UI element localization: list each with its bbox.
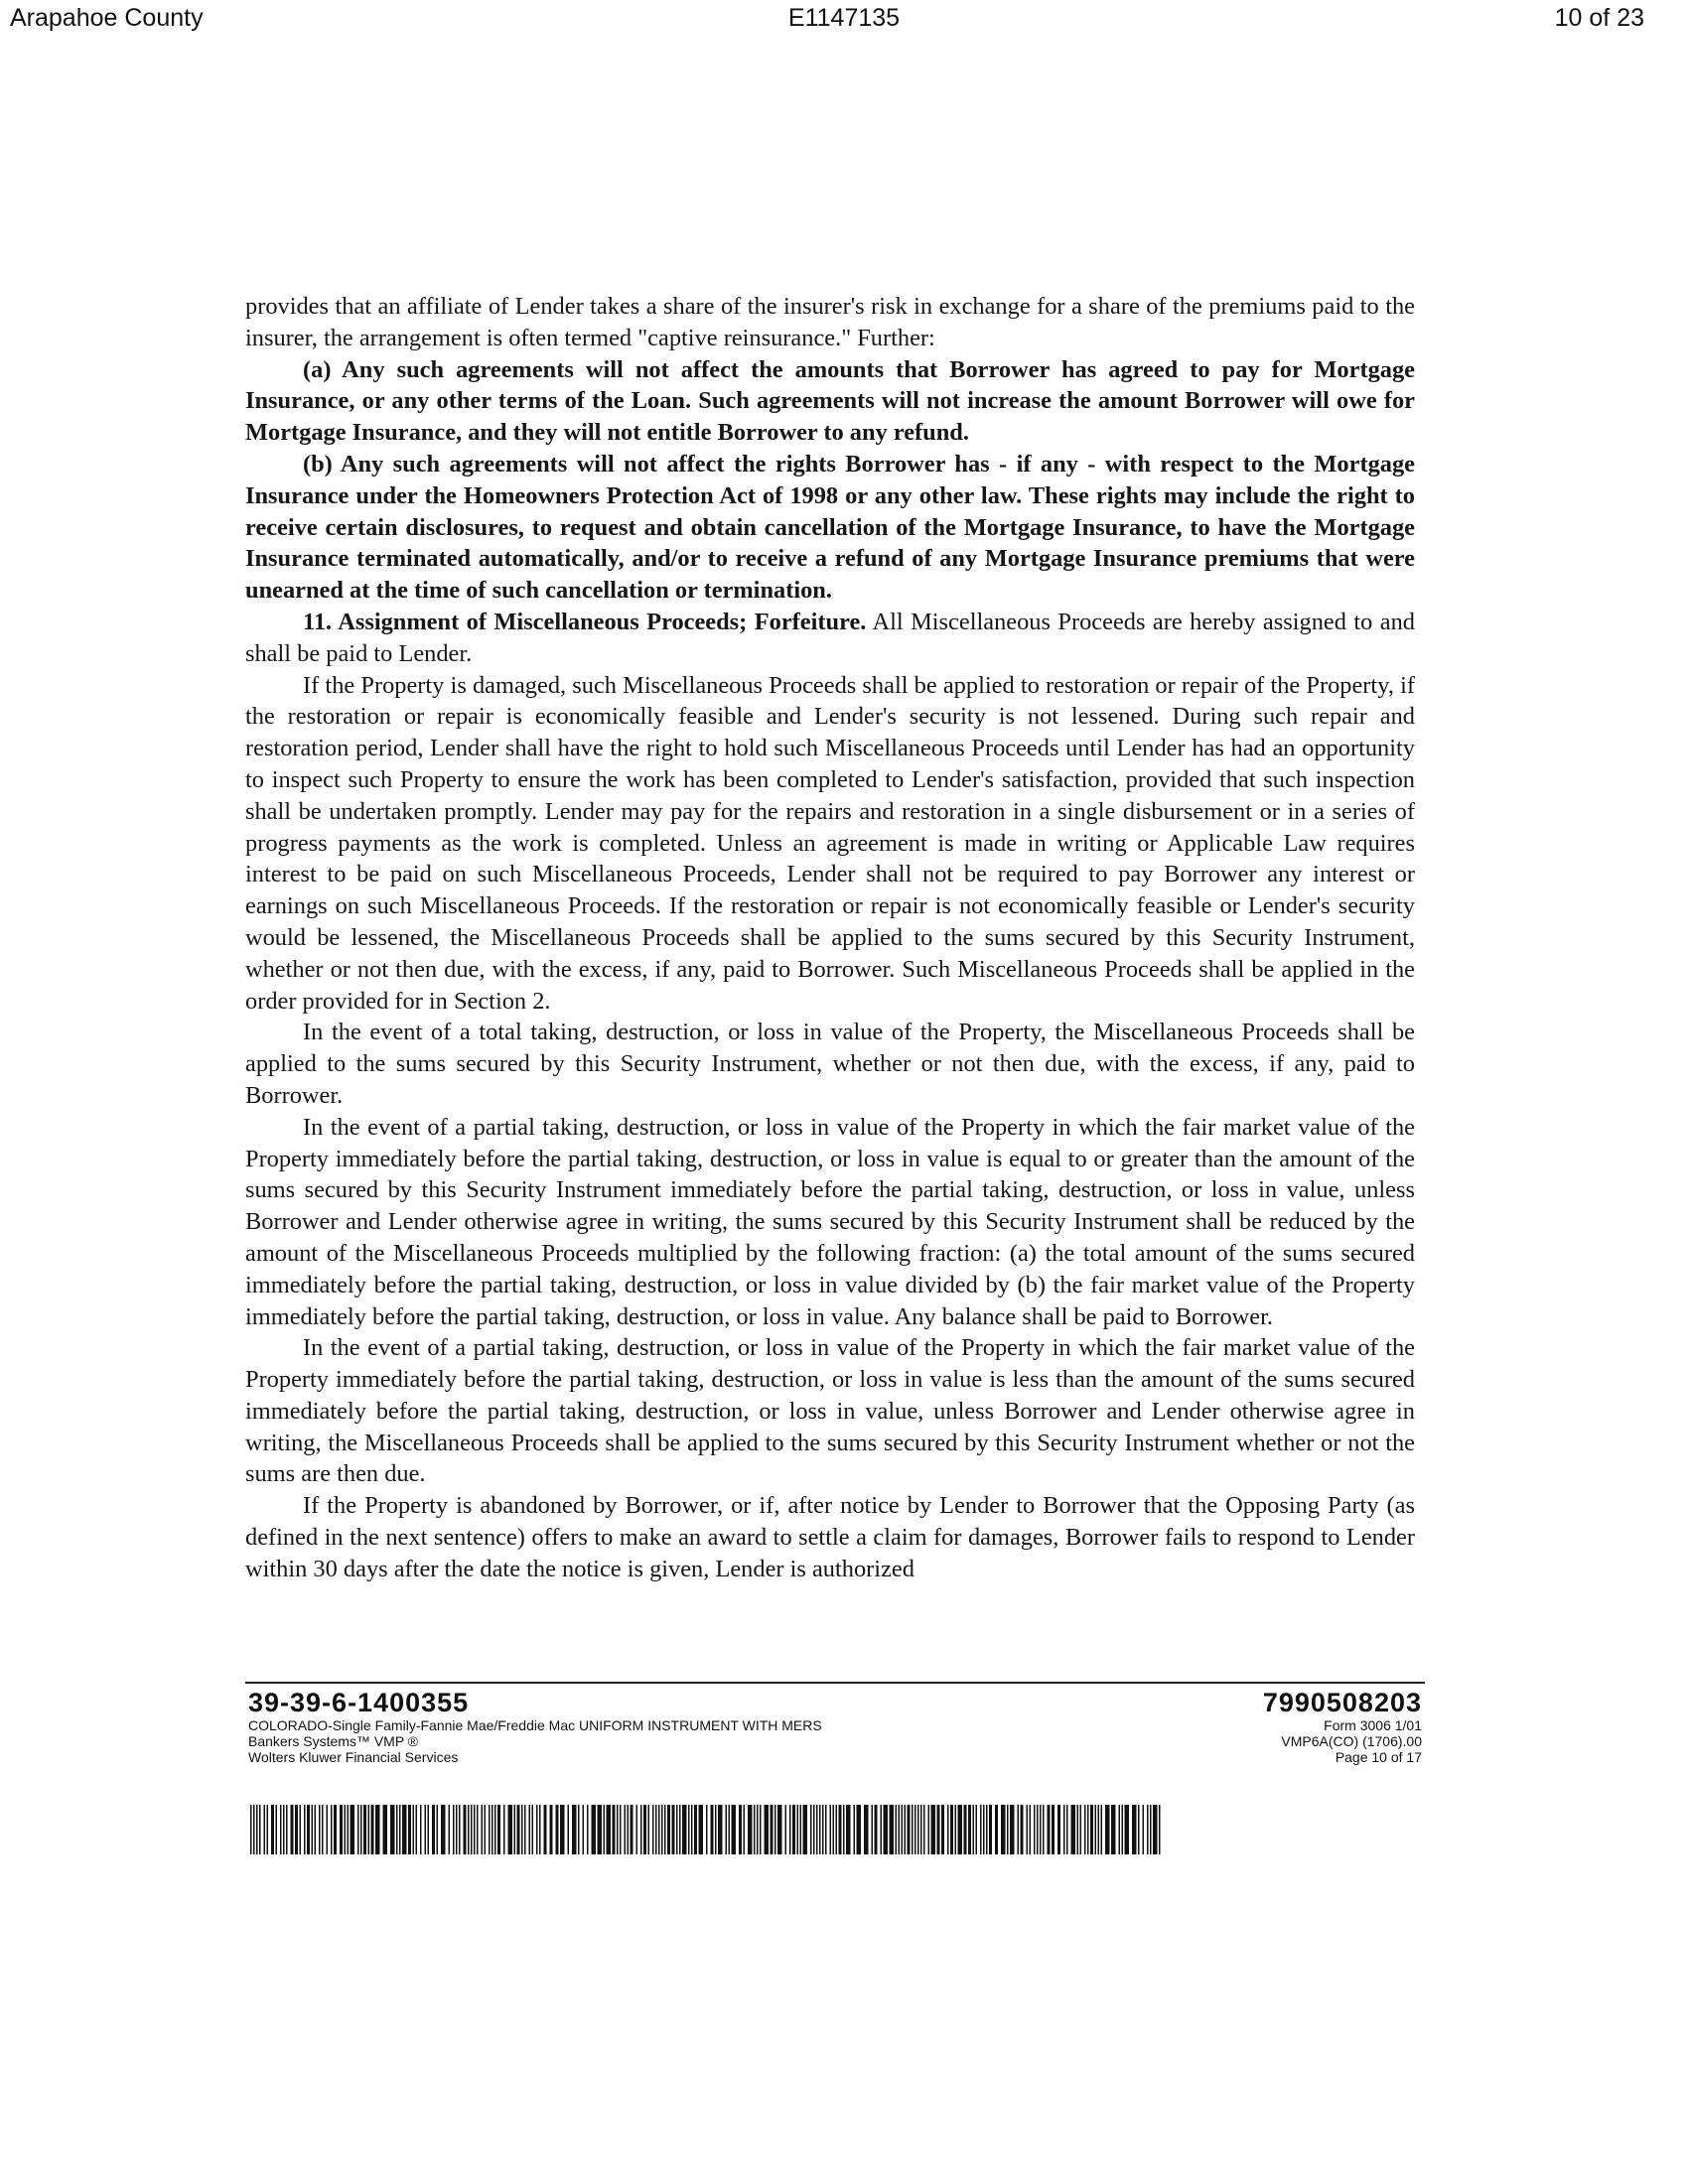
barcode-bar [800,1805,802,1854]
barcode-bar [810,1805,812,1854]
barcode-bar [315,1805,317,1854]
barcode-bar [578,1805,580,1854]
barcode-bar [503,1805,505,1854]
barcode-bar [408,1805,411,1854]
barcode-bar [864,1805,869,1854]
barcode-bar [521,1805,523,1854]
barcode-bar [625,1805,627,1854]
barcode-bar [250,1805,252,1854]
footer-divider [245,1682,1425,1684]
barcode-bar [899,1805,901,1854]
loan-number: 39-39-6-1400355 [248,1688,470,1717]
barcode-bar [816,1805,818,1854]
barcode-bar [363,1805,366,1854]
barcode-bar [652,1805,654,1854]
barcode-bar [1077,1805,1079,1854]
barcode-bar [489,1805,491,1854]
barcode-bar [928,1805,930,1854]
barcode-bar [711,1805,714,1854]
barcode-bar [399,1805,401,1854]
barcode-bar [276,1805,278,1854]
barcode-bar [661,1805,663,1854]
barcode-bar [1018,1805,1020,1854]
barcode-bar [830,1805,832,1854]
barcode-bar [655,1805,657,1854]
clause-b-paragraph: (b) Any such agreements will not affect the rights Borrower has - if any - with respect to the Mortgage Insurance under the Homeowners Protection Act of 1998 or any other law. These rights may include the right to receive certain disclosures, to request and obtain cancellation of the Mortgage Insurance, to have the Mortgage Insurance terminated automatically, and/or to receive a refund of any Mortgage Insurance premiums that were unearned at the time of such cancellation or termination. [245,450,1415,605]
barcode-bar [1052,1805,1055,1854]
barcode-bar [744,1805,746,1854]
barcode-bar [468,1805,470,1854]
barcode-bar [598,1805,603,1854]
barcode-bar [420,1805,422,1854]
barcode-bar [587,1805,589,1854]
barcode-bar [1071,1805,1076,1854]
barcode-bar [312,1805,314,1854]
barcode-bar [1084,1805,1086,1854]
county-name: Arapahoe County [10,4,204,32]
barcode-bar [560,1805,565,1854]
barcode-bar [839,1805,842,1854]
barcode-bar [986,1805,988,1854]
page-counter: 10 of 23 [1554,4,1644,32]
vendor-line: Bankers Systems™ VMP ® [248,1733,419,1749]
barcode-bar [613,1805,616,1854]
barcode-bar [774,1805,776,1854]
barcode [248,1805,1164,1854]
barcode-bar [968,1805,971,1854]
barcode-bar [425,1805,427,1854]
barcode-bar [648,1805,650,1854]
barcode-bar [1027,1805,1029,1854]
abandoned-property-paragraph: If the Property is abandoned by Borrower, or if, after notice by Lender to Borrower that the Opposing Party (as defined in the next sentence) offers to make an award to settle a claim for damages, Borrower fails to respond to Lender within 30 days after the date the notice is given, Lender is authorized [245,1492,1415,1582]
barcode-bar [482,1805,484,1854]
barcode-bar [950,1805,953,1854]
barcode-bar [286,1805,288,1854]
barcode-bar [456,1805,458,1854]
barcode-bar [1138,1805,1140,1854]
barcode-bar [1095,1805,1097,1854]
barcode-bar [765,1805,770,1854]
barcode-bar [1010,1805,1015,1854]
barcode-bar [357,1805,359,1854]
barcode-bar [718,1805,723,1854]
barcode-bar [1125,1805,1130,1854]
barcode-bar [973,1805,975,1854]
barcode-bar [291,1805,294,1854]
barcode-bar [760,1805,762,1854]
barcode-bar [1007,1805,1009,1854]
barcode-bar [375,1805,380,1854]
section-11-text: All Miscellaneous Proceeds are hereby assigned to and shall be paid to Lender. [245,608,1415,667]
barcode-bar [259,1805,261,1854]
barcode-bar [300,1805,302,1854]
barcode-bar [1122,1805,1124,1854]
barcode-bar [1105,1805,1110,1854]
barcode-bar [514,1805,516,1854]
barcode-bar [1153,1805,1158,1854]
barcode-bar [253,1805,255,1854]
barcode-bar [494,1805,496,1854]
barcode-bar [739,1805,742,1854]
barcode-bar [345,1805,347,1854]
barcode-bar [295,1805,298,1854]
barcode-bar [667,1805,670,1854]
barcode-bar [441,1805,446,1854]
barcode-bar [437,1805,439,1854]
barcode-bar [726,1805,728,1854]
barcode-bar [620,1805,622,1854]
barcode-bar [568,1805,570,1854]
barcode-bar [1101,1805,1103,1854]
barcode-bar [390,1805,395,1854]
barcode-bar [923,1805,925,1854]
intro-paragraph: provides that an affiliate of Lender takes a share of the insurer's risk in exchange for a share of the premiums paid to the insurer, the arrangement is often termed "captive reinsurance." Further: [245,293,1415,351]
form-title: COLORADO-Single Family-Fannie Mae/Freddie Mac UNIFORM INSTRUMENT WITH MERS [248,1717,822,1733]
barcode-bar [1143,1805,1145,1854]
barcode-bar [1063,1805,1065,1854]
barcode-bar [914,1805,916,1854]
barcode-bar [371,1805,374,1854]
barcode-bar [872,1805,874,1854]
barcode-bar [854,1805,856,1854]
barcode-graphic [248,1805,1164,1854]
partial-taking-less-paragraph: In the event of a partial taking, destruction, or loss in value of the Property in which the fair market value of the Property immediately before the partial taking, destruction, or loss in value is less than the amount of the sums secured immediately before the partial taking, destruction, or loss in value, unless Borrower and Lender otherwise agree in writing, the Miscellaneous Proceeds shall be applied to the sums secured by this Security Instrument whether or not the sums are then due. [245,1334,1415,1488]
barcode-bar [524,1805,526,1854]
barcode-bar [544,1805,547,1854]
barcode-bar [628,1805,630,1854]
barcode-bar [843,1805,845,1854]
barcode-bar [1037,1805,1039,1854]
vmp-code: VMP6A(CO) (1706).00 [1281,1733,1422,1749]
barcode-bar [413,1805,415,1854]
barcode-bar [825,1805,827,1854]
barcode-bar [283,1805,285,1854]
barcode-bar [327,1805,329,1854]
barcode-bar [1119,1805,1121,1854]
barcode-bar [280,1805,282,1854]
barcode-bar [416,1805,418,1854]
barcode-bar [1021,1805,1024,1854]
barcode-bar [857,1805,862,1854]
barcode-bar [471,1805,473,1854]
barcode-bar [636,1805,638,1854]
barcode-bar [267,1805,269,1854]
barcode-bar [348,1805,350,1854]
barcode-bar [989,1805,992,1854]
document-body [245,291,1415,1585]
barcode-bar [1087,1805,1089,1854]
barcode-bar [884,1805,889,1854]
barcode-bar [643,1805,646,1854]
footer-left-block [248,1688,1043,1765]
barcode-bar [264,1805,266,1854]
barcode-bar [699,1805,704,1854]
page-header [0,0,1688,40]
barcode-bar [792,1805,795,1854]
barcode-bar [1159,1805,1161,1854]
barcode-bar [688,1805,690,1854]
barcode-bar [402,1805,407,1854]
barcode-bar [819,1805,821,1854]
barcode-bar [955,1805,957,1854]
barcode-bar [607,1805,612,1854]
barcode-bar [1150,1805,1152,1854]
barcode-bar [517,1805,520,1854]
barcode-bar [694,1805,697,1854]
barcode-bar [676,1805,678,1854]
barcode-bar [908,1805,911,1854]
barcode-bar [920,1805,922,1854]
barcode-bar [497,1805,500,1854]
barcode-bar [881,1805,883,1854]
section-11-heading: 11. Assignment of Miscellaneous Proceeds; Forfeiture. [303,608,867,635]
barcode-bar [604,1805,606,1854]
barcode-bar [803,1805,808,1854]
barcode-bar [902,1805,904,1854]
barcode-bar [592,1805,597,1854]
barcode-bar [1132,1805,1137,1854]
barcode-bar [640,1805,642,1854]
barcode-bar [896,1805,898,1854]
barcode-bar [1043,1805,1045,1854]
barcode-bar [1040,1805,1042,1854]
barcode-bar [706,1805,708,1854]
barcode-bar [532,1805,534,1854]
barcode-bar [360,1805,362,1854]
barcode-bar [1001,1805,1006,1854]
reception-number: E1147135 [787,4,901,32]
barcode-bar [1057,1805,1060,1854]
page-info: Page 10 of 17 [1335,1749,1422,1765]
barcode-bar [664,1805,666,1854]
barcode-bar [334,1805,337,1854]
footer-right-block [1025,1688,1422,1765]
barcode-bar [777,1805,782,1854]
barcode-bar [995,1805,998,1854]
barcode-bar [539,1805,541,1854]
barcode-bar [432,1805,435,1854]
barcode-bar [464,1805,467,1854]
barcode-bar [368,1805,370,1854]
barcode-bar [890,1805,895,1854]
document-number: 7990508203 [1262,1688,1422,1717]
barcode-bar [905,1805,907,1854]
barcode-bar [732,1805,737,1854]
barcode-bar [797,1805,799,1854]
barcode-bar [485,1805,487,1854]
barcode-bar [396,1805,398,1854]
barcode-bar [931,1805,936,1854]
barcode-bar [980,1805,982,1854]
barcode-bar [1034,1805,1036,1854]
barcode-bar [572,1805,577,1854]
barcode-bar [748,1805,753,1854]
barcode-bar [383,1805,388,1854]
barcode-bar [672,1805,675,1854]
barcode-bar [340,1805,343,1854]
barcode-bar [729,1805,731,1854]
barcode-bar [1147,1805,1149,1854]
barcode-bar [322,1805,324,1854]
barcode-bar [1090,1805,1093,1854]
barcode-bar [271,1805,274,1854]
barcode-bar [789,1805,791,1854]
barcode-bar [1098,1805,1100,1854]
barcode-bar [459,1805,461,1854]
publisher-line: Wolters Kluwer Financial Services [248,1749,459,1765]
barcode-bar [822,1805,824,1854]
barcode-bar [691,1805,693,1854]
barcode-bar [846,1805,851,1854]
barcode-bar [351,1805,355,1854]
clause-a-paragraph: (a) Any such agreements will not affect the amounts that Borrower has agreed to pay for Mortgage Insurance, or any other terms of the Loan. Such agreements will not increase the amount Borrower will owe for Mortgage Insurance, and they will not entitle Borrower to any refund. [245,355,1415,447]
partial-taking-greater-paragraph: In the event of a partial taking, destruction, or loss in value of the Property in which the fair market value of the Property immediately before the partial taking, destruction, or loss in value is equal to or greater than the amount of the sums secured by this Security Instrument immediately before the partial taking, destruction, or loss in value, unless Borrower and Lender otherwise agree in writing, the sums secured by this Security Instrument shall be reduced by the amount of the Miscellaneous Proceeds multiplied by the following fraction: (a) the total amount of the sums secured immediately before the partial taking, destruction, or loss in value divided by (b) the fair market value of the Property immediately before the partial taking, destruction, or loss in value. Any balance shall be paid to Borrower. [245,1113,1415,1330]
barcode-bar [1066,1805,1068,1854]
barcode-bar [682,1805,687,1854]
barcode-bar [428,1805,430,1854]
barcode-bar [631,1805,633,1854]
barcode-bar [550,1805,553,1854]
barcode-bar [715,1805,717,1854]
barcode-bar [307,1805,310,1854]
barcode-bar [1111,1805,1116,1854]
barcode-bar [679,1805,681,1854]
barcode-bar [477,1805,479,1854]
barcode-bar [836,1805,838,1854]
damaged-property-paragraph: If the Property is damaged, such Miscellaneous Proceeds shall be applied to restoration or repair of the Property, if the restoration or repair is economically feasible and Lender's security is not lessened. During such repair and restoration period, Lender shall have the right to hold such Miscellaneous Proceeds until Lender has had an opportunity to inspect such Property to ensure the work has been completed to Lender's satisfaction, provided that such inspection shall be undertaken promptly. Lender may pay for the repairs and restoration in a single disbursement or in a series of progress payments as the work is completed. Unless an agreement is made in writing or Applicable Law requires interest to be paid on such Miscellaneous Proceeds, Lender shall not be required to pay Borrower any interest or earnings on such Miscellaneous Proceeds. If the restoration or repair is not economically feasible or Lender's security would be lessened, the Miscellaneous Proceeds shall be applied to the sums secured by this Security Instrument, whether or not then due, with the excess, if any, paid to Borrower. Such Miscellaneous Proceeds shall be applied in the order provided for in Section 2. [245,671,1415,1015]
barcode-bar [813,1805,815,1854]
barcode-bar [492,1805,493,1854]
barcode-bar [912,1805,914,1854]
barcode-bar [983,1805,985,1854]
barcode-bar [617,1805,619,1854]
barcode-bar [1048,1805,1051,1854]
barcode-bar [256,1805,258,1854]
barcode-bar [449,1805,451,1854]
barcode-bar [964,1805,967,1854]
barcode-bar [785,1805,787,1854]
barcode-bar [658,1805,660,1854]
barcode-bar [875,1805,878,1854]
barcode-bar [1080,1805,1082,1854]
barcode-bar [941,1805,944,1854]
barcode-bar [508,1805,513,1854]
barcode-bar [453,1805,455,1854]
barcode-bar [536,1805,538,1854]
barcode-bar [958,1805,963,1854]
barcode-bar [1030,1805,1032,1854]
barcode-bar [833,1805,835,1854]
barcode-bar [976,1805,978,1854]
barcode-bar [947,1805,949,1854]
barcode-bar [917,1805,919,1854]
barcode-bar [319,1805,321,1854]
barcode-bar [757,1805,759,1854]
barcode-bar [474,1805,476,1854]
section-11-paragraph [245,607,1415,670]
form-number: Form 3006 1/01 [1324,1717,1422,1733]
barcode-bar [583,1805,585,1854]
barcode-bar [304,1805,306,1854]
barcode-bar [529,1805,531,1854]
barcode-bar [771,1805,774,1854]
barcode-bar [331,1805,333,1854]
barcode-bar [556,1805,559,1854]
barcode-bar [754,1805,756,1854]
barcode-bar [937,1805,940,1854]
total-taking-paragraph: In the event of a total taking, destruction, or loss in value of the Property, the Miscellaneous Proceeds shall be applied to the sums secured by this Security Instrument, whether or not then due, with the excess, if any, paid to Borrower. [245,1019,1415,1109]
